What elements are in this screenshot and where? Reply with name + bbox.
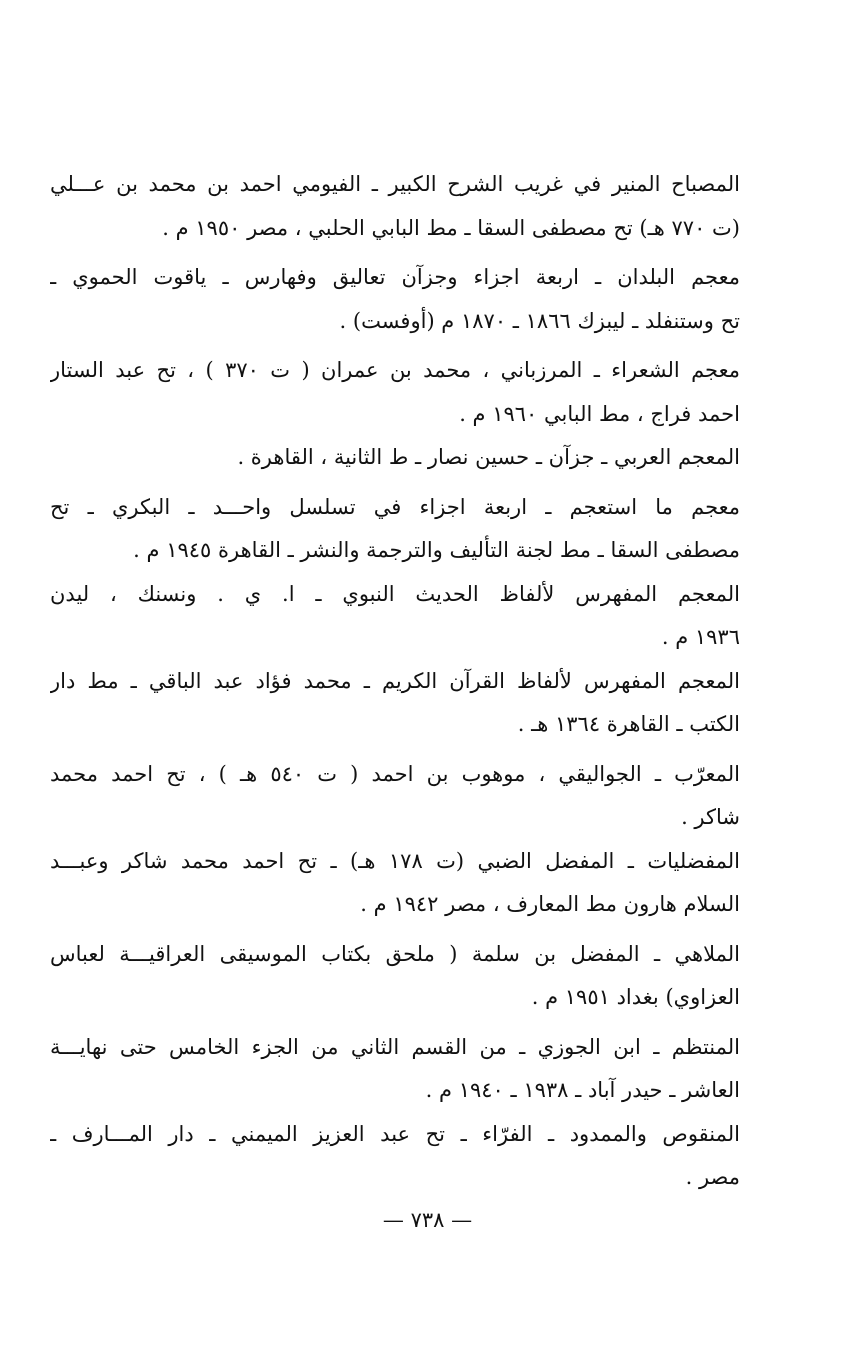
entry-line: ١٩٣٦ م . xyxy=(661,625,740,649)
bibliography-entry xyxy=(50,163,740,250)
entry-line: الكتب ـ القاهرة ١٣٦٤ هـ . xyxy=(517,712,740,736)
entry-line: احمد فراج ، مط البابي ١٩٦٠ م . xyxy=(459,401,740,426)
bibliography-entry xyxy=(50,256,740,343)
entry-line: المعجم المفهرس لألفاظ الحديث النبوي ـ ا. ي . ونسنك ، ليدن xyxy=(50,581,740,606)
entry-line: معجم البلدان ـ اربعة اجزاء وجزآن تعاليق وفهارس ـ ياقوت الحموي ـ xyxy=(50,265,740,289)
bibliography-entry xyxy=(50,486,740,573)
entry-line: المعجم العربي ـ جزآن ـ حسين نصار ـ ط الثانية ، القاهرة . xyxy=(237,445,740,469)
bibliography-entry xyxy=(50,1113,740,1200)
entry-line: معجم ما استعجم ـ اربعة اجزاء في تسلسل واحـــد ـ البكري ـ تح xyxy=(50,494,740,519)
bibliography-list xyxy=(50,163,740,1200)
page-number: — ٧٣٨ — xyxy=(382,1208,473,1232)
entry-line: العاشر ـ حيدر آباد ـ ١٩٣٨ ـ ١٩٤٠ م . xyxy=(425,1078,740,1102)
entry-line: المعرّب ـ الجواليقي ، موهوب بن احمد ( ت ٥٤٠ هـ ) ، تح احمد محمد xyxy=(50,761,740,786)
entry-line: المفضليات ـ المفضل الضبي (ت ١٧٨ هـ) ـ تح احمد محمد شاكر وعبـــد xyxy=(50,848,740,873)
bibliography-entry xyxy=(50,840,740,927)
entry-line: شاكر . xyxy=(681,805,740,829)
bibliography-entry xyxy=(50,753,740,840)
entry-line: مصطفى السقا ـ مط لجنة التأليف والترجمة والنشر ـ القاهرة ١٩٤٥ م . xyxy=(133,538,740,562)
bibliography-entry xyxy=(50,933,740,1020)
bibliography-entry xyxy=(50,660,740,747)
entry-line: المنتظم ـ ابن الجوزي ـ من القسم الثاني من الجزء الخامس حتى نهايـــة xyxy=(50,1034,740,1059)
entry-line: العزاوي) بغداد ١٩٥١ م . xyxy=(531,985,740,1009)
entry-line: السلام هارون مط المعارف ، مصر ١٩٤٢ م . xyxy=(360,892,740,916)
bibliography-entry xyxy=(50,573,740,660)
entry-line: المنقوص والممدود ـ الفرّاء ـ تح عبد العزيز الميمني ـ دار المـــارف ـ xyxy=(50,1121,740,1146)
entry-line: المصباح المنير في غريب الشرح الكبير ـ الفيومي احمد بن محمد بن عـــلي xyxy=(50,172,740,196)
entry-line: تح وستنفلد ـ ليبزك ١٨٦٦ ـ ١٨٧٠ م (أوفست) . xyxy=(339,308,740,333)
bibliography-entry xyxy=(50,349,740,436)
entry-line: معجم الشعراء ـ المرزباني ، محمد بن عمران ( ت ٣٧٠ ) ، تح عبد الستار xyxy=(50,358,740,382)
entry-line: (ت ٧٧٠ هـ) تح مصطفى السقا ـ مط البابي الحلبي ، مصر ١٩٥٠ م . xyxy=(162,215,740,240)
entry-line: الملاهي ـ المفضل بن سلمة ( ملحق بكتاب الموسيقى العراقيـــة لعباس xyxy=(50,941,740,966)
bibliography-entry xyxy=(50,436,740,480)
bibliography-entry xyxy=(50,1026,740,1113)
entry-line: مصر . xyxy=(685,1165,740,1189)
entry-line: المعجم المفهرس لألفاظ القرآن الكريم ـ محمد فؤاد عبد الباقي ـ مط دار xyxy=(50,668,740,693)
